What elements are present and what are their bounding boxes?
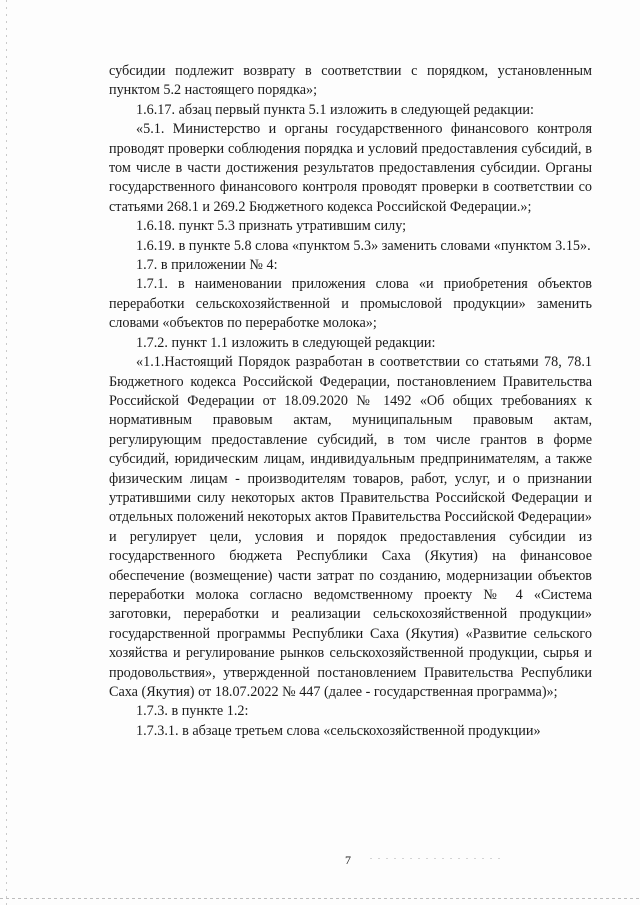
paragraph-8: 1.7.2. пункт 1.1 изложить в следующей редакции: — [136, 334, 436, 351]
paragraph-1: субсидии подлежит возврату в соответствии с порядком, установленным пунктом 5.2 настоящего порядка»; — [109, 63, 592, 99]
scan-noise — [370, 858, 500, 859]
paragraph-6: 1.7. в приложении № 4: — [136, 257, 278, 274]
paragraph-9: «1.1.Настоящий Порядок разработан в соответствии со статьями 78, 78.1 Бюджетного кодекса Российской Федерации, постановлением Правительства Российской Федерации от 18.09.2020 № 1492 «Об общих требованиях к нормативным правовым актам, муниципальным правовым актам, регулирующим предоставление субсидий, в том числе грантов в форме субсидий, юридическим лицам, индивидуальным предпринимателям, а также физическим лицам - производителям товаров, работ, услуг, и о признании утратившими силу некоторых актов Правительства Российской Федерации и отдельных положений некоторых актов Правительства Российской Федерации» и регулирует цели, условия и порядок предоставления субсидии из государственного бюджета Республики Саха (Якутия) на финансовое обеспечение (возмещение) части затрат по созданию, модернизации объектов переработки молока согласно ведомственному проекту № 4 «Система заготовки, переработки и реализации сельскохозяйственной продукции» государственной программы Республики Саха (Якутия) «Развитие сельского хозяйства и регулирование рынков сельскохозяйственной продукции, сырья и продовольствия», утвержденной постановлением Правительства Республики Саха (Якутия) от 18.07.2022 № 447 (далее - государственная программа)»; — [109, 354, 592, 700]
document-body — [109, 62, 592, 741]
page-number: 7 — [345, 853, 351, 867]
paragraph-5: 1.6.19. в пункте 5.8 слова «пунктом 5.3» заменить словами «пунктом 3.15». — [136, 237, 591, 254]
scan-edge-left — [6, 0, 7, 905]
paragraph-7: 1.7.1. в наименовании приложения слова «и приобретения объектов переработки сельскохозяйственной и промысловой продукции» заменить словами «объектов по переработке молока»; — [109, 276, 592, 332]
scan-edge-bottom — [0, 898, 640, 899]
paragraph-4: 1.6.18. пункт 5.3 признать утратившим силу; — [136, 218, 407, 235]
paragraph-10: 1.7.3. в пункте 1.2: — [136, 703, 249, 720]
paragraph-11: 1.7.3.1. в абзаце третьем слова «сельскохозяйственной продукции» — [136, 722, 541, 739]
paragraph-2: 1.6.17. абзац первый пункта 5.1 изложить в следующей редакции: — [136, 101, 534, 118]
paragraph-3: «5.1. Министерство и органы государственного финансового контроля проводят проверки соблюдения порядка и условий предоставления субсидий, в том числе в части достижения результатов предоставления субсидии. Органы государственного финансового контроля проводят проверки в соответствии со статьями 268.1 и 269.2 Бюджетного кодекса Российской Федерации.»; — [109, 121, 592, 215]
